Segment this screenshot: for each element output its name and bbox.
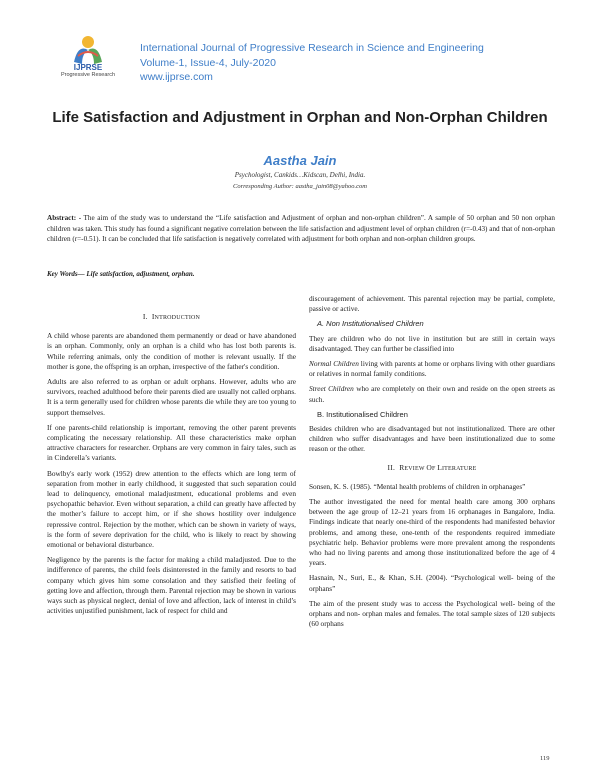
section-initial: R — [399, 462, 405, 472]
logo-tagline: Progressive Research — [60, 72, 116, 78]
section-title-rest: F — [431, 465, 438, 472]
paragraph: Negligence by the parents is the factor for making a child maladjusted. Due to the indifference of parents, the child feels disinterested in the family and resorts to bad company which gives him some consolation and they satisfied their feeling of getting love and affection, through them. Parental rejection may be shown in various ways such as physical neglect, denial of love and affection, lack of interest in child’s activities unjustified punishment, lack of respect for child and — [47, 555, 296, 616]
reference-citation: Sonsen, K. S. (1985). “Mental health problems of children in orphanages” — [309, 481, 526, 491]
paragraph: Bowlby's early work (1952) drew attention to the effects which are long term of separation from mother in early childhood, it suggested that such separation could lead to delinquency, emotional maladjustment, educational problems and even psychopathic behavior. Even without separation, a child can greatly have affected by the mother’s failure to accept him, or if she shows hostility over indulgence repressive control. Rejection by the mother, which can be shown in variety of ways, is the form of severe deprivation for the child, who is likely to react by showing emotional or behavioral disturbance. — [47, 468, 296, 550]
paragraph: The aim of the present study was to access the Psychological well- being of the orphans and non- orphan males and females. The total sample sizes of 120 subjects (60 orphans — [309, 598, 555, 629]
journal-website[interactable]: www.ijprse.com — [140, 71, 213, 83]
right-column — [309, 294, 555, 634]
left-column — [47, 312, 296, 621]
subsection-heading-non-institutionalised: A. Non Institutionalised Children — [317, 319, 424, 329]
section-initial: L — [437, 462, 442, 472]
keywords: Key Words— Life satisfaction, adjustment, orphan. — [47, 270, 195, 278]
section-number: I. — [142, 312, 148, 321]
paragraph: The author investigated the need for mental health care among 300 orphans between the age group of 12–21 years from 16 orphanages in Bangalore, India. Findings indicate that nearly one-third of the respondents had manifested behavior problems, and among these, one-tenth of the respondents required immediate psychiatric help. Behavior problems were more prevalent among the respondents who had no living parents and among those institutionalized before the age of 4 years. — [309, 497, 555, 568]
paper-author: Aastha Jain — [263, 153, 337, 168]
street-children-text: who are completely on their own and reside on the open streets as such. — [309, 384, 555, 404]
normal-children-text: living with parents at home or orphans living with other guardians or relatives in normal family conditions. — [309, 359, 555, 379]
section-initial: I — [151, 312, 155, 321]
section-title-rest: NTRODUCTION — [154, 315, 201, 321]
section-initial: O — [426, 462, 432, 472]
paragraph: discouragement of achievement. This parental rejection may be partial, complete, passive or active. — [309, 294, 555, 314]
section-number: II. — [387, 462, 396, 472]
logo-name: IJPRSE — [73, 63, 103, 72]
abstract — [47, 213, 555, 245]
section-heading-introduction — [47, 312, 296, 323]
paragraph: Besides children who are disadvantaged but not institutionalized. There are other children who suffer disadvantages and have been institutionalized due to some reason or the other. — [309, 424, 555, 454]
reference-citation: Hasnain, N., Suri, E., & Khan, S.H. (2004). “Psychological well- being of the orphans” — [309, 573, 555, 593]
section-title-rest: ITERATURE — [441, 465, 477, 472]
logo-text — [48, 63, 128, 78]
paragraph: Adults are also referred to as orphan or adult orphans. However, adults who are survivors, reached adulthood before their parents died are usually not called orphans. It is a term generally used for children whose parents die while they are too young to support themselves. — [47, 377, 296, 417]
abstract-label: Abstract: - — [47, 214, 82, 222]
paragraph: They are children who do not live in institution but are still in certain ways disadvantaged. They can further be classified into — [309, 333, 555, 353]
paragraph: If one parents-child relationship is important, removing the other parent prevents complicating the necessary relationship. All these characteristics make orphan attractive characters for researcher. Orphans are very common in fairy tales, such as in Cinderella’s variants. — [47, 422, 296, 463]
journal-logo-icon — [52, 26, 124, 88]
journal-name: International Journal of Progressive Research in Science and Engineering — [140, 42, 484, 54]
term-normal-children: Normal Children — [309, 359, 359, 369]
abstract-text: The aim of the study was to understand the “Life satisfaction and Adjustment of orphan and non-orphan children”. A sample of 50 orphan and 50 non orphan children was taken. This study has found a significant negative correlation between the life satisfaction and adjustment level of orphan children (r=-0.43) and that of non-orphan children (r=-0.51). It can be concluded that life satisfaction is negatively correlated with adjustment for both orphan and non-orphan children groups. — [47, 214, 555, 243]
paragraph-street-children — [309, 384, 555, 404]
subsection-heading-institutionalised: B. Institutionalised Children — [317, 409, 408, 419]
author-affiliation: Psychologist, Cankids…Kidscan, Delhi, India. — [234, 171, 366, 179]
page-number: 119 — [540, 755, 550, 762]
corresponding-author: Corresponding Author: aastha_jain08@yahoo.com — [233, 183, 367, 190]
journal-volume: Volume-1, Issue-4, July-2020 — [140, 57, 276, 69]
paper-title: Life Satisfaction and Adjustment in Orphan and Non-Orphan Children — [52, 109, 548, 126]
paragraph-normal-children — [309, 359, 555, 379]
paragraph: A child whose parents are abandoned them permanently or dead or have abandoned is an orphan. Commonly, only an orphan is a child who has lost both parents is. While referring animals, only the condition of mother is relevant usually. If the mother is gone, the offspring is an orphan, irrespective of the father's condition. — [47, 331, 296, 371]
section-title-rest: EVIEW — [404, 465, 427, 472]
section-heading-review — [309, 463, 555, 474]
term-street-children: Street Children — [309, 384, 354, 394]
